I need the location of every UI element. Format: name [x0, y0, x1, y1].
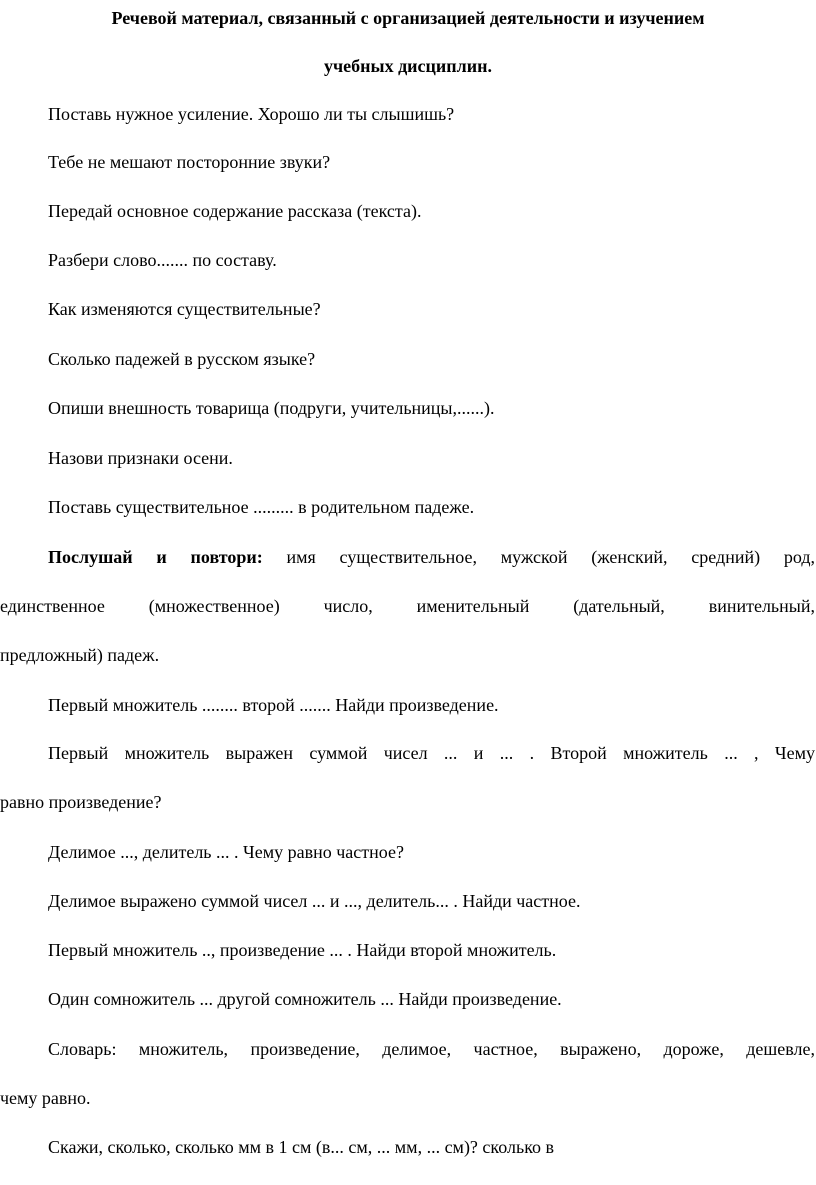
math-phrase-line-continuation: равно произведение? [0, 792, 162, 812]
math-phrase-line: Делимое ..., делитель ... . Чему равно частное? [48, 842, 404, 862]
phrase-line: Как изменяются существительные? [48, 299, 321, 319]
document-title-line-1: Речевой материал, связанный с организацией деятельности и изучением [111, 8, 705, 28]
phrase-line: Опиши внешность товарища (подруги, учительницы,......). [48, 398, 495, 418]
math-phrase-line: Делимое выражено суммой чисел ... и ..., делитель... . Найди частное. [48, 891, 581, 911]
listen-repeat-label: Послушай и повтори: [48, 547, 263, 567]
math-phrase-line: Один сомножитель ... другой сомножитель ... Найди произведение. [48, 989, 562, 1009]
final-phrase-line: Скажи, сколько, сколько мм в 1 см (в... см, ... мм, ... см)? сколько в [48, 1137, 555, 1157]
math-phrase-line: Первый множитель .., произведение ... . Найди второй множитель. [48, 940, 557, 960]
phrase-line: Сколько падежей в русском языке? [48, 349, 316, 369]
phrase-line: Назови признаки осени. [48, 448, 233, 468]
math-phrase-line: Первый множитель выражен суммой чисел ... и ... . Второй множитель ... , Чему [48, 743, 815, 763]
phrase-line: Передай основное содержание рассказа (текста). [48, 201, 422, 221]
phrase-line: Поставь нужное усиление. Хорошо ли ты слышишь? [48, 104, 455, 124]
listen-repeat-text: имя существительное, мужской (женский, средний) род, [262, 547, 815, 567]
dictionary-line-2: чему равно. [0, 1088, 91, 1108]
document-title-line-2: учебных дисциплин. [324, 56, 492, 76]
listen-repeat-line-2: единственное (множественное) число, именительный (дательный, винительный, [0, 596, 815, 616]
phrase-line: Поставь существительное ......... в родительном падеже. [48, 497, 475, 517]
phrase-line: Тебе не мешают посторонние звуки? [48, 152, 331, 172]
math-phrase-line: Первый множитель ........ второй ....... Найди произведение. [48, 695, 499, 715]
listen-repeat-line-1 [48, 545, 815, 569]
dictionary-line-1: Словарь: множитель, произведение, делимое, частное, выражено, дороже, дешевле, [48, 1039, 815, 1059]
phrase-line: Разбери слово....... по составу. [48, 250, 277, 270]
listen-repeat-line-3: предложный) падеж. [0, 645, 160, 665]
